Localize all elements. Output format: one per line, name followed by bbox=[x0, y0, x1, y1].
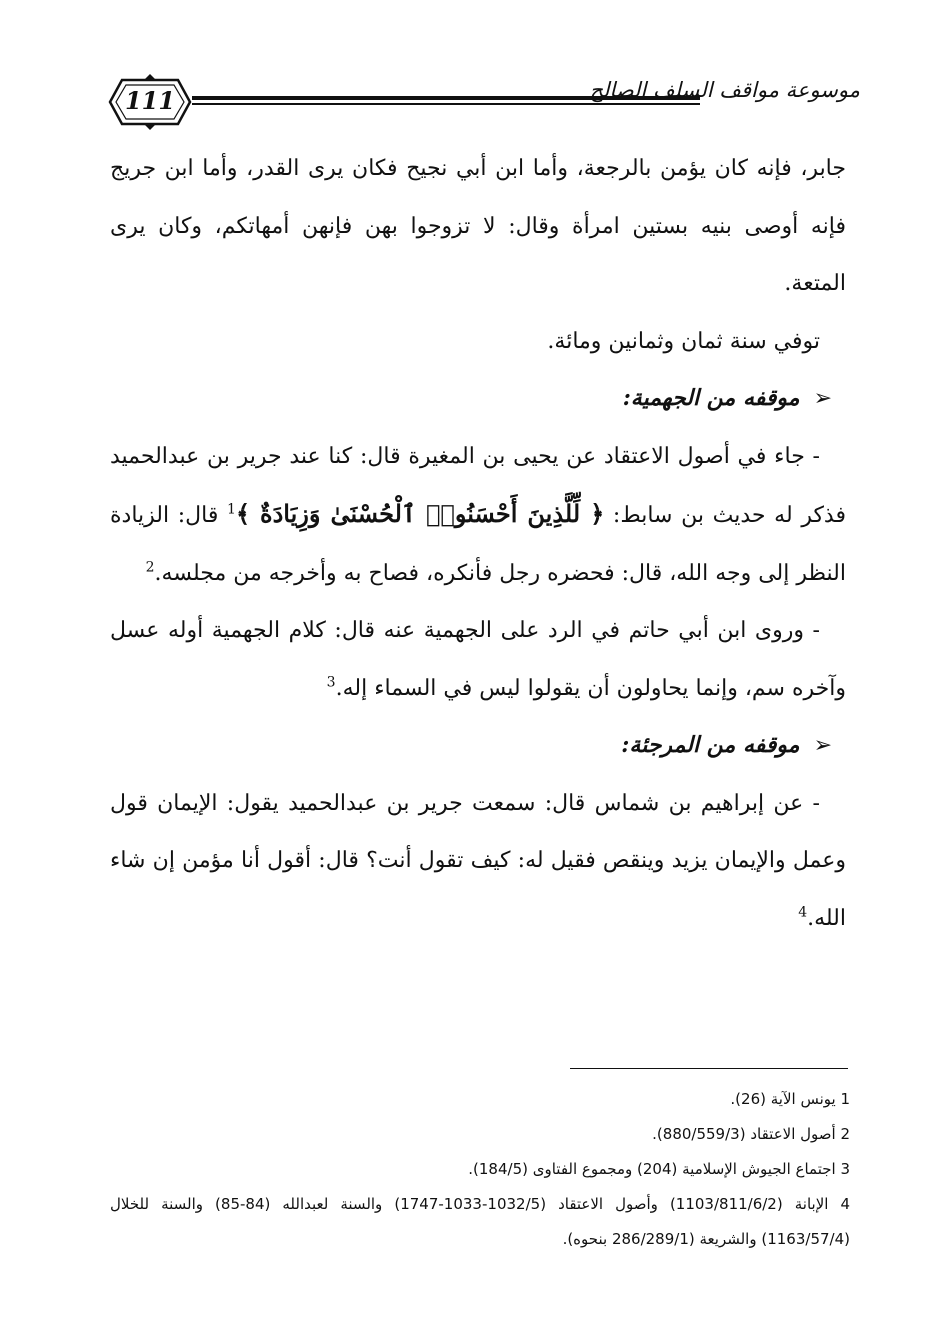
body-text bbox=[110, 140, 846, 947]
paragraph: جابر، فإنه كان يؤمن بالرجعة، وأما ابن أبي نجيح فكان يرى القدر، وأما ابن جريج فإنه أوصى بنيه بستين امرأة وقال: لا تزوجوا بهن فإنهن أمهاتكم، وكان يرى المتعة. bbox=[110, 156, 846, 296]
paragraph: توفي سنة ثمان وثمانين ومائة. bbox=[547, 328, 820, 354]
arrow-marker-icon: ➢ bbox=[813, 733, 832, 758]
page-number: 111 bbox=[124, 86, 176, 115]
paragraph bbox=[110, 602, 846, 717]
footnote: 1 يونس الآية (26). bbox=[730, 1090, 850, 1108]
paragraph-text: - وروى ابن أبي حاتم في الرد على الجهمية عنه قال: كلام الجهمية أوله عسل وآخره سم، وإنما يحاولون أن يقولوا ليس في السماء إله. bbox=[110, 618, 846, 701]
footnote-ref: 3 bbox=[326, 674, 336, 691]
footnote: 2 أصول الاعتقاد (880/559/3). bbox=[652, 1125, 850, 1143]
footnote: 4 الإبانة (1103/811/6/2) وأصول الاعتقاد (1032/5-1033-1747) والسنة لعبدالله (84-85) والسنة للخلال (1163/57/4) والشريعة (286/289/1 بنحوه). bbox=[110, 1195, 850, 1248]
paragraph bbox=[110, 775, 846, 948]
paragraph-text: - جاء في أصول الاعتقاد عن يحيى بن المغيرة قال: كنا عند جرير بن عبدالحميد فذكر له حديث بن سابط: bbox=[110, 443, 846, 528]
section-heading bbox=[110, 717, 846, 775]
paragraph bbox=[110, 428, 846, 603]
section-heading bbox=[110, 370, 846, 428]
footnote-ref: 4 bbox=[798, 904, 808, 921]
page-header bbox=[100, 72, 860, 132]
footnote: 3 اجتماع الجيوش الإسلامية (204) ومجموع الفتاوى (184/5). bbox=[468, 1160, 850, 1178]
footnote-ref: 1 bbox=[227, 501, 236, 518]
section-heading-text: موقفه من الجهمية: bbox=[622, 385, 800, 411]
paragraph-text: قال: الزيادة النظر إلى وجه الله، قال: فحضره رجل فأنكره، فصاح به وأخرجه من مجلسه. bbox=[110, 503, 846, 586]
series-title: موسوعة مواقف السلف الصالح bbox=[589, 78, 860, 102]
arrow-marker-icon: ➢ bbox=[813, 386, 832, 411]
footnote-separator bbox=[570, 1068, 848, 1069]
section-heading-text: موقفه من المرجئة: bbox=[621, 732, 800, 758]
footnotes bbox=[110, 1082, 850, 1257]
page-number-badge bbox=[106, 74, 194, 130]
paragraph-text: - عن إبراهيم بن شماس قال: سمعت جرير بن عبدالحميد يقول: الإيمان قول وعمل والإيمان يزيد وينقص فقيل له: كيف تقول أنت؟ قال: أقول أنا مؤمن إن شاء الله. bbox=[110, 790, 846, 931]
quran-verse: ﴿ لِّلَّذِينَ أَحْسَنُوا۟ ٱلْحُسْنَىٰ وَزِيَادَةٌ ﴾ bbox=[235, 499, 605, 528]
footnote-ref: 2 bbox=[145, 559, 155, 576]
